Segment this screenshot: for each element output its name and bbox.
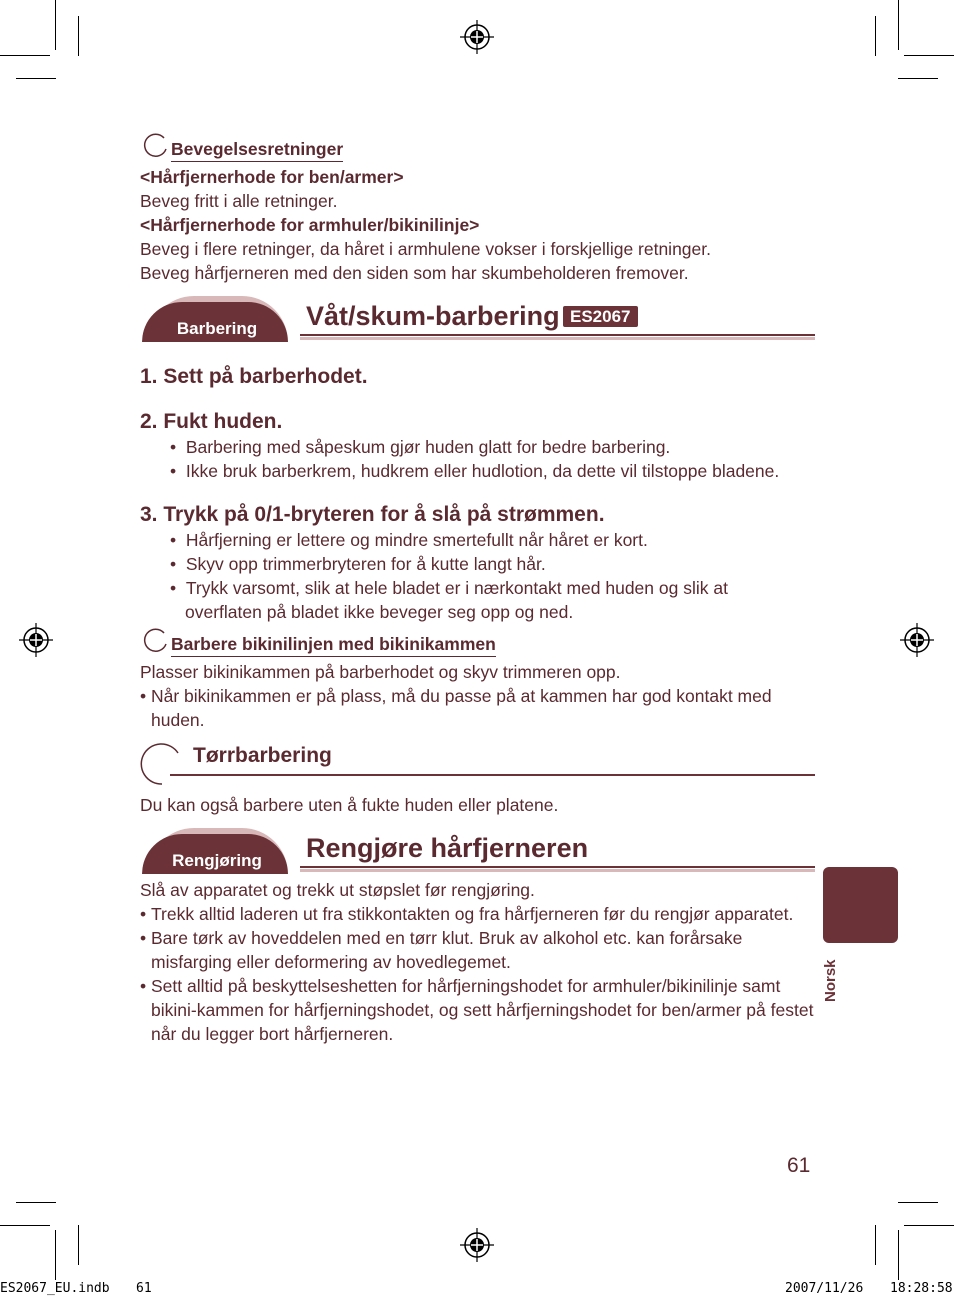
section-rule [300,866,815,868]
list-item: • Trykk varsomt, slik at hele bladet er i nærkontakt med huden og slik at overflaten på bladet ikke beveger seg opp og ned. [170,578,728,622]
bikini-comb-heading: Barbere bikinilinjen med bikinikammen [171,634,496,657]
cleaning-intro: Slå av apparatet og trekk ut støpslet før rengjøring. [140,880,535,900]
dry-rule [170,774,815,776]
language-label: Norsk [822,959,839,1002]
step-2: 2. Fukt huden. [140,410,283,433]
bikini-head-text-1: Beveg i flere retninger, da håret i armhulene vokser i forskjellige retninger. [140,239,711,259]
section-tab-rengjoring [142,828,288,874]
section-tab-label: Barbering [142,302,288,342]
footer-time: 18:28:58 [890,1281,953,1296]
registration-mark-icon [19,623,53,657]
dry-text: Du kan også barbere uten å fukte huden eller platene. [140,795,559,815]
footer-file: ES2067_EU.indb [0,1281,110,1296]
page-number: 61 [787,1154,811,1177]
bikini-head-text-2: Beveg hårfjerneren med den siden som har skumbeholderen fremover. [140,263,689,283]
list-item: • Trekk alltid laderen ut fra stikkontakten og fra hårfjerneren før du rengjør apparatet. [140,904,794,924]
list-item: • Skyv opp trimmerbryteren for å kutte langt hår. [170,554,546,574]
section-tab-barbering [142,296,288,342]
section-rule [300,334,815,336]
section-tab-label: Rengjøring [142,834,288,874]
registration-mark-icon [900,623,934,657]
leg-head-heading: <Hårfjernerhode for ben/armer> [140,167,404,187]
section-title-wet-shaving: Våt/skum-barbering [306,301,560,331]
list-item: • Når bikinikammen er på plass, må du passe på at kammen har god kontakt med huden. [140,686,772,730]
section-rule-shadow [300,869,815,872]
bikini-comb-text: Plasser bikinikammen på barberhodet og skyv trimmeren opp. [140,662,621,682]
list-item: • Barbering med såpeskum gjør huden glatt for bedre barbering. [170,437,671,457]
footer-date: 2007/11/26 [785,1281,864,1296]
dry-heading: Tørrbarbering [193,744,332,767]
registration-mark-icon [460,20,494,54]
footer-file-page: 61 [136,1281,152,1296]
list-item: • Sett alltid på beskyttelseshetten for hårfjerningshodet for armhuler/bikinilinje samt bikini-kammen for hårfjerningshodet, og sett hårfjerningshodet for ben/armer på festet når du legger bort hårfjerneren. [140,976,814,1044]
section-title-cleaning: Rengjøre hårfjerneren [306,833,589,863]
list-item: • Bare tørk av hoveddelen med en tørr klut. Bruk av alkohol etc. kan forårsake misfarging eller deformering av hovedlegemet. [140,928,743,972]
model-badge: ES2067 [563,306,638,327]
bikini-head-heading: <Hårfjernerhode for armhuler/bikinilinje> [140,215,480,235]
step-1: 1. Sett på barberhodet. [140,365,368,388]
leg-head-text: Beveg fritt i alle retninger. [140,191,338,211]
note-arc-icon [142,132,170,158]
section-rule-shadow [300,337,815,340]
language-side-tab [823,867,898,943]
note-arc-icon [140,741,188,789]
registration-mark-icon [460,1228,494,1262]
movement-heading: Bevegelsesretninger [171,139,343,162]
note-arc-icon [142,627,170,653]
list-item: • Hårfjerning er lettere og mindre smertefullt når håret er kort. [170,530,648,550]
list-item: • Ikke bruk barberkrem, hudkrem eller hudlotion, da dette vil tilstoppe bladene. [170,461,780,481]
step-3: 3. Trykk på 0/1-bryteren for å slå på strømmen. [140,503,605,526]
